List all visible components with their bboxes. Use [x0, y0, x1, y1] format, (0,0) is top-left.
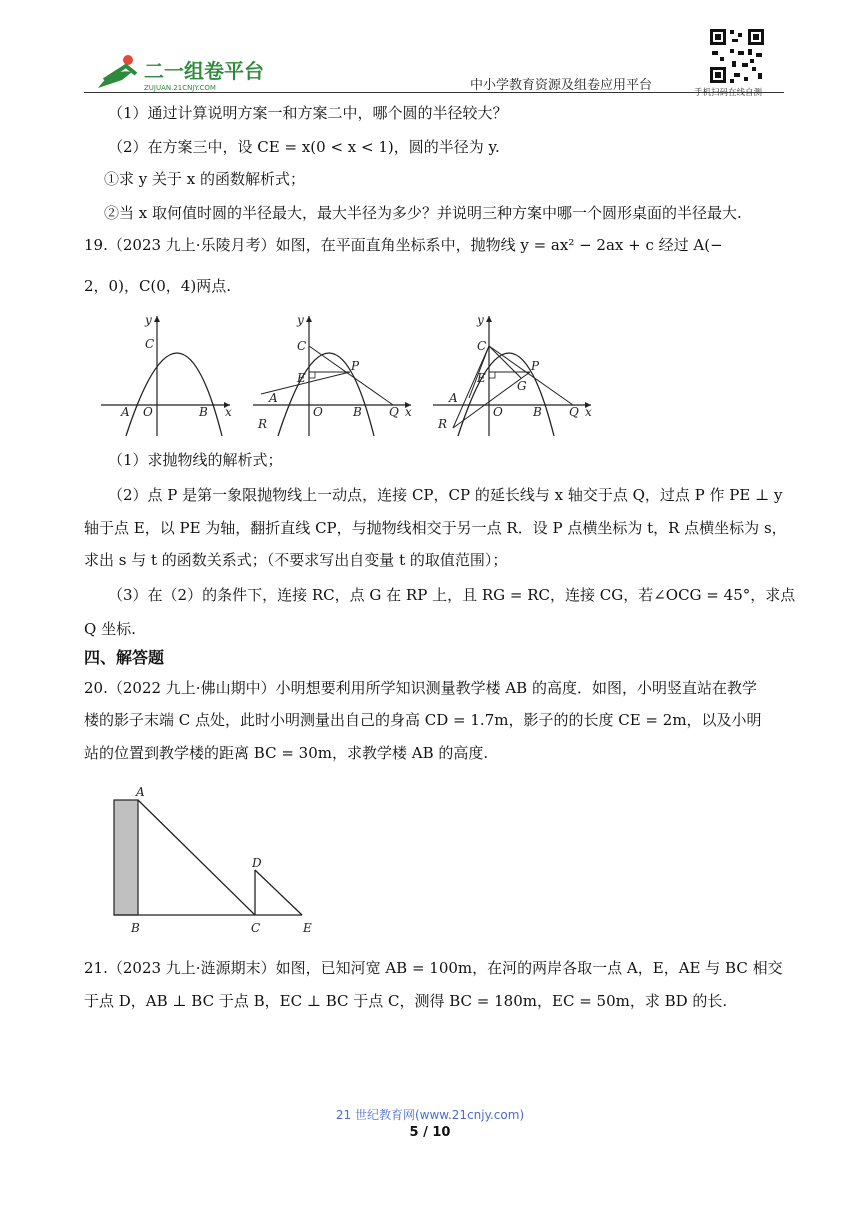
header — [0, 0, 860, 100]
line-q-1: （1）通过计算说明方案一和方案二中，哪个圆的半径较大？ — [108, 104, 508, 122]
label-y: y — [477, 313, 484, 327]
q19-stem-2: 2，0)，C(0，4)两点. — [84, 277, 231, 295]
q19-figure-2 — [253, 313, 412, 436]
line-q-2: （2）在方案三中，设 CE = x(0 < x < 1)，圆的半径为 y. — [108, 138, 500, 156]
label-E: E — [303, 921, 312, 935]
label-R: R — [438, 417, 448, 431]
label-A: A — [449, 391, 458, 405]
q19-part-2-line-1: （2）点 P 是第一象限抛物线上一动点，连接 CP，CP 的延长线与 x 轴交于点 Q，过点 P 作 PE ⊥ y — [108, 486, 783, 504]
q21-stem-1: 21.（2023 九上·涟源期末）如图，已知河宽 AB = 100m，在河的两岸各取一点 A，E，AE 与 BC 相交 — [84, 959, 783, 977]
line-q-2-1: ①求 y 关于 x 的函数解析式； — [104, 170, 306, 188]
q20-stem-1: 20.（2022 九上·佛山期中）小明想要利用所学知识测量教学楼 AB 的高度．如图，小明竖直站在教学 — [84, 679, 757, 697]
label-x: x — [405, 405, 412, 419]
q19-part-3-line-2: Q 坐标. — [84, 620, 136, 638]
label-A: A — [269, 391, 278, 405]
label-B: B — [353, 405, 362, 419]
q19-part-2-line-2: 轴于点 E，以 PE 为轴，翻折直线 CP，与抛物线相交于另一点 R．设 P 点横坐标为 t，R 点横坐标为 s， — [84, 519, 787, 537]
header-divider — [84, 92, 784, 93]
section-heading: 四、解答题 — [84, 648, 165, 667]
label-O: O — [313, 405, 323, 419]
label-D: D — [252, 856, 262, 870]
q19-part-1: （1）求抛物线的解析式； — [108, 451, 283, 469]
label-y: y — [145, 313, 152, 327]
q21-stem-2: 于点 D，AB ⊥ BC 于点 B，EC ⊥ BC 于点 C，测得 BC = 180m，EC = 50m，求 BD 的长. — [84, 992, 728, 1010]
label-A: A — [136, 785, 145, 799]
line-q-2-2: ②当 x 取何值时圆的半径最大，最大半径为多少？并说明三种方案中哪一个圆形桌面的半径最大. — [104, 204, 742, 222]
qr-code[interactable] — [708, 27, 766, 85]
label-B: B — [533, 405, 542, 419]
logo-text: 二一组卷平台 — [144, 59, 264, 83]
q20-stem-2: 楼的影子末端 C 点处，此时小明测量出自己的身高 CD = 1.7m，影子的的长度 CE = 2m，以及小明 — [84, 711, 762, 729]
q19-part-2-line-3: 求出 s 与 t 的函数关系式；（不要求写出自变量 t 的取值范围）； — [84, 551, 508, 569]
qr-caption: 手机扫码在线自测 — [694, 88, 763, 98]
label-P: P — [351, 359, 360, 373]
label-B: B — [199, 405, 208, 419]
label-O: O — [493, 405, 503, 419]
q19-figures — [95, 310, 615, 440]
q19-stem-1: 19.（2023 九上·乐陵月考）如图，在平面直角坐标系中，抛物线 y = ax² − 2ax + c 经过 A(− — [84, 236, 723, 254]
label-O: O — [143, 405, 153, 419]
site-logo — [92, 50, 282, 92]
q19-figure-3 — [433, 313, 592, 436]
label-C: C — [145, 337, 155, 351]
q19-part-3-line-1: （3）在（2）的条件下，连接 RC，点 G 在 RP 上，且 RG = RC，连接 CG，若∠OCG = 45°，求点 — [108, 586, 796, 604]
label-x: x — [225, 405, 232, 419]
page-number: 5 / 10 — [409, 1125, 451, 1140]
label-C: C — [297, 339, 307, 353]
label-Q: Q — [569, 405, 579, 419]
label-B: B — [131, 921, 140, 935]
label-y: y — [297, 313, 304, 327]
label-C: C — [251, 921, 261, 935]
q20-figure — [100, 780, 340, 940]
label-x: x — [585, 405, 592, 419]
footer-source-link[interactable]: 21 世纪教育网(www.21cnjy.com) — [335, 1108, 525, 1122]
q19-figure-1 — [101, 313, 232, 436]
label-C: C — [477, 339, 487, 353]
platform-title: 中小学教育资源及组卷应用平台 — [470, 78, 653, 93]
label-G: G — [517, 379, 527, 393]
label-E: E — [477, 371, 486, 385]
logo-subtext: ZUJUAN.21CNJY.COM — [144, 84, 216, 92]
label-Q: Q — [389, 405, 399, 419]
label-E: E — [297, 371, 306, 385]
q20-stem-3: 站的位置到教学楼的距离 BC = 30m，求教学楼 AB 的高度. — [84, 744, 489, 762]
label-R: R — [258, 417, 268, 431]
label-A: A — [121, 405, 130, 419]
label-P: P — [531, 359, 540, 373]
